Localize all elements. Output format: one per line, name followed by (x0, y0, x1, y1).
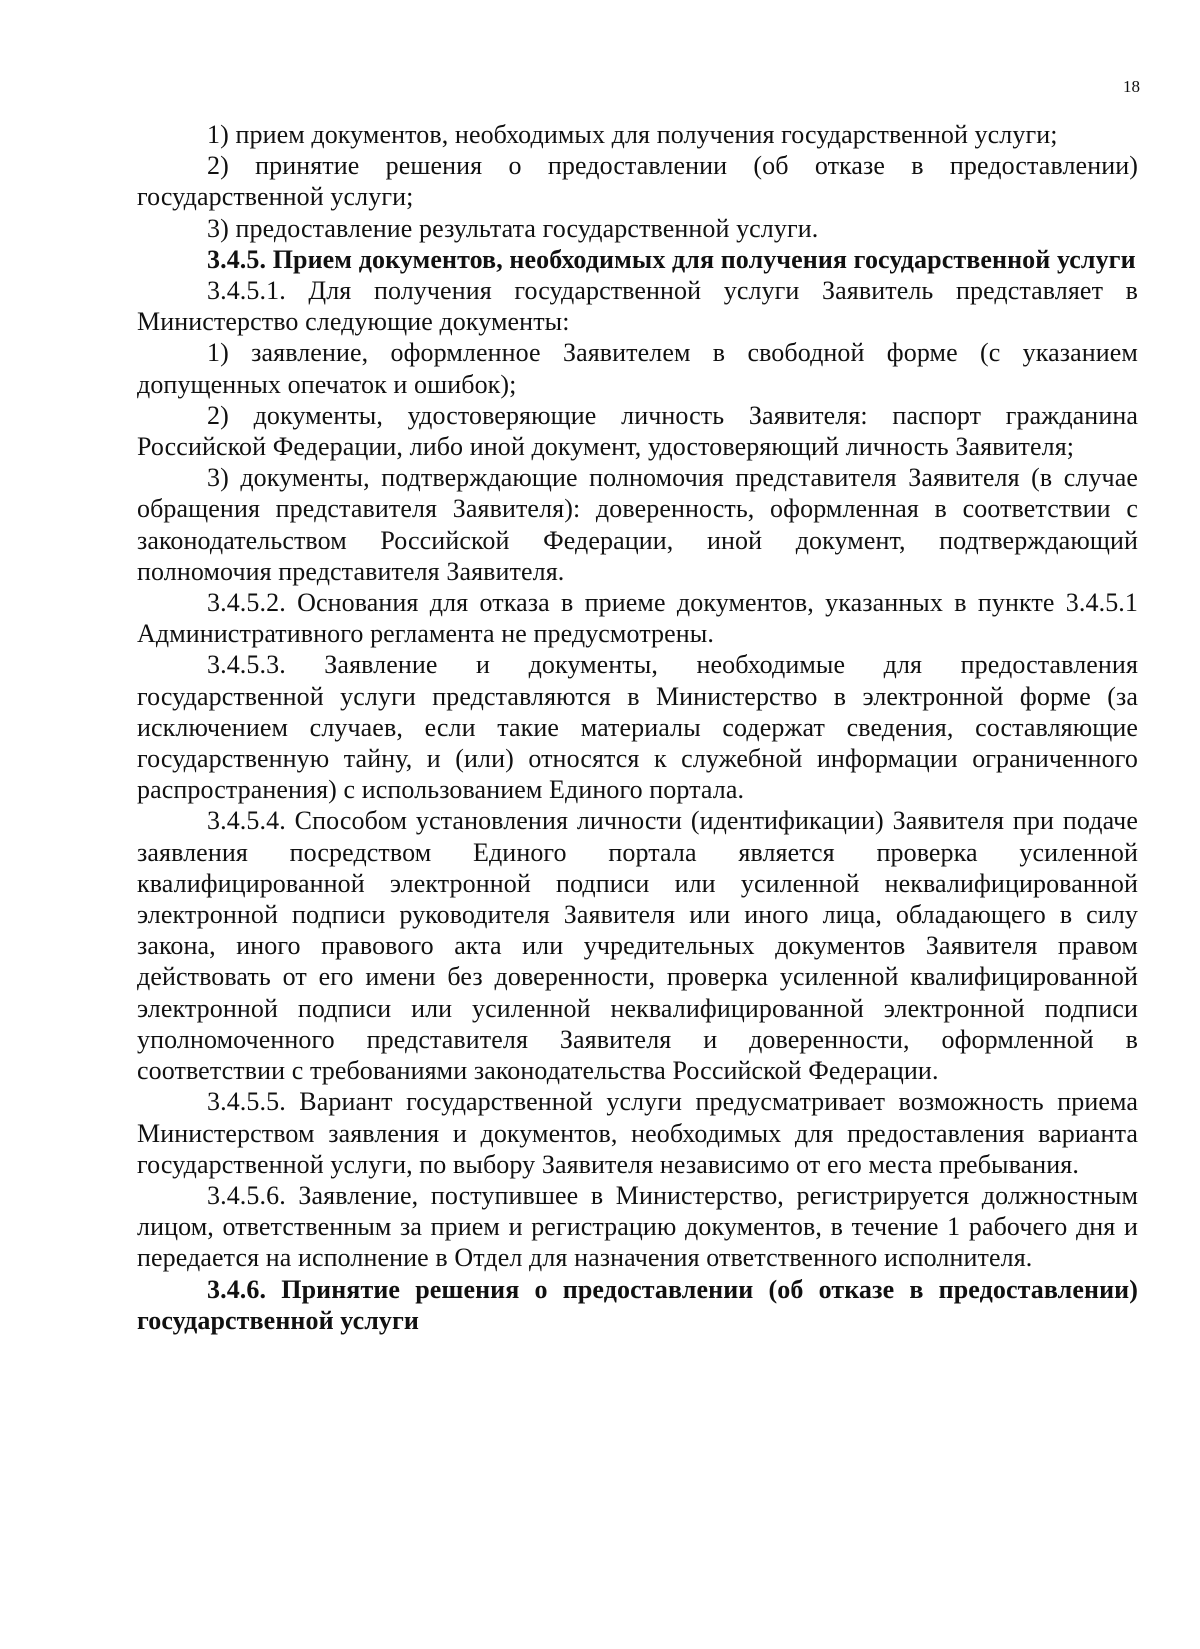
paragraph-3-4-5-4: 3.4.5.4. Способом установления личности (идентификации) Заявителя при подаче заявления посредством Единого портала является проверка усиленной квалифицированной электронной подписи или усиленной неквалифицированной электронной подписи руководителя Заявителя или иного лица, обладающего в силу закона, иного правового акта или учредительных документов Заявителя правом действовать от его имени без доверенности, проверка усиленной квалифицированной электронной подписи или усиленной неквалифицированной электронной подписи уполномоченного представителя Заявителя и доверенности, оформленной в соответствии с требованиями законодательства Российской Федерации. (137, 806, 1138, 1086)
list-item-document-2: 2) документы, удостоверяющие личность Заявителя: паспорт гражданина Российской Федерации, либо иной документ, удостоверяющий личность Заявителя; (137, 400, 1138, 462)
page-number: 18 (1123, 77, 1140, 96)
paragraph-3-4-5-3: 3.4.5.3. Заявление и документы, необходимые для предоставления государственной услуги представляются в Министерство в электронной форме (за исключением случаев, если такие материалы содержат сведения, составляющие государственную тайну, и (или) относятся к служебной информации ограниченного распространения) с использованием Единого портала. (137, 650, 1138, 805)
paragraph-3-4-5-5: 3.4.5.5. Вариант государственной услуги предусматривает возможность приема Министерством заявления и документов, необходимых для предоставления варианта государственной услуги, по выбору Заявителя независимо от его места пребывания. (137, 1087, 1138, 1179)
list-item-step-3: 3) предоставление результата государственной услуги. (207, 213, 819, 243)
list-item-step-1: 1) прием документов, необходимых для получения государственной услуги; (207, 120, 1058, 149)
list-item-step-2: 2) принятие решения о предоставлении (об отказе в предоставлении) государственной услуги; (137, 151, 1138, 212)
list-item-document-1: 1) заявление, оформленное Заявителем в свободной форме (с указанием допущенных опечаток и ошибок); (137, 338, 1138, 399)
paragraph-3-4-5-2: 3.4.5.2. Основания для отказа в приеме документов, указанных в пункте 3.4.5.1 Административного регламента не предусмотрены. (137, 588, 1138, 649)
section-heading-3-4-6: 3.4.6. Принятие решения о предоставлении (об отказе в предоставлении) государственной услуги (137, 1274, 1138, 1335)
document-body (137, 119, 1138, 1336)
list-item-document-3: 3) документы, подтверждающие полномочия представителя Заявителя (в случае обращения представителя Заявителя): доверенность, оформленная в соответствии с законодательством Российской Федерации, иной документ, подтверждающий полномочия представителя Заявителя. (137, 463, 1138, 586)
section-heading-3-4-5: 3.4.5. Прием документов, необходимых для получения государственной услуги (207, 244, 1136, 274)
paragraph-3-4-5-1: 3.4.5.1. Для получения государственной услуги Заявитель представляет в Министерство следующие документы: (137, 276, 1138, 337)
paragraph-3-4-5-6: 3.4.5.6. Заявление, поступившее в Министерство, регистрируется должностным лицом, ответственным за прием и регистрацию документов, в течение 1 рабочего дня и передается на исполнение в Отдел для назначения ответственного исполнителя. (137, 1180, 1138, 1273)
